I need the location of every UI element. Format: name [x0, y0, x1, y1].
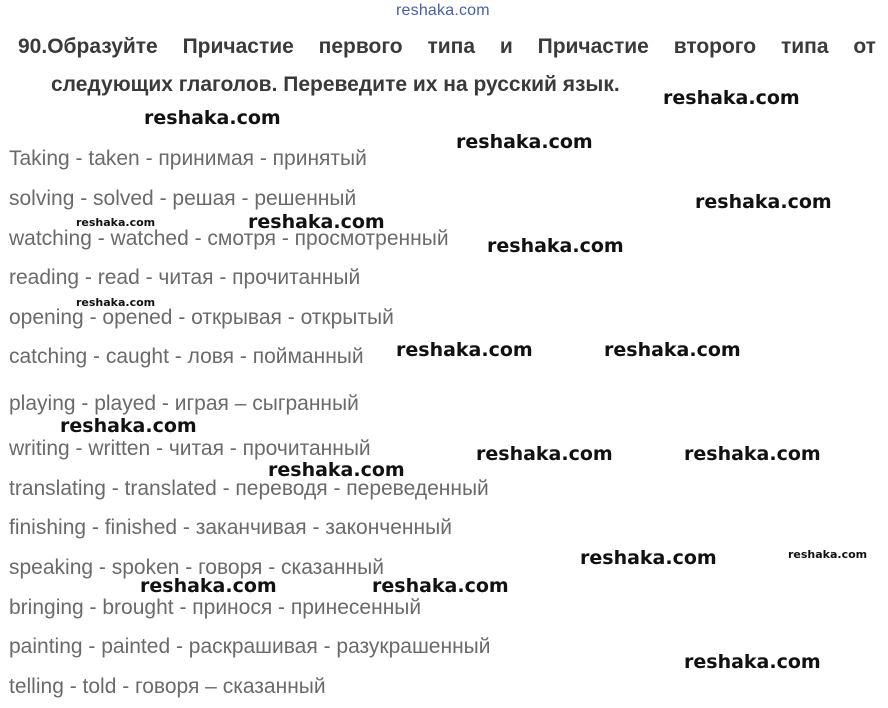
verb-row: painting - painted - раскрашивая - разукрашенный	[9, 635, 491, 658]
watermark: reshaka.com	[580, 547, 717, 569]
verb-row: telling - told - говоря – сказанный	[9, 675, 326, 698]
task-word: от	[853, 35, 876, 58]
verb-row: writing - written - читая - прочитанный	[9, 437, 371, 460]
watermark: reshaka.com	[604, 339, 741, 361]
verb-row: speaking - spoken - говоря - сказанный	[9, 556, 384, 579]
verb-row: reading - read - читая - прочитанный	[9, 266, 361, 289]
task-line-1	[18, 28, 876, 66]
watermark: reshaka.com	[60, 415, 197, 437]
watermark: reshaka.com	[663, 87, 800, 109]
task-line-2: следующих глаголов. Переведите их на русский язык.	[51, 73, 620, 96]
verb-row: translating - translated - переводя - переведенный	[9, 477, 489, 500]
watermark: reshaka.com	[140, 575, 277, 597]
task-number: 90.	[18, 35, 48, 58]
verb-row: playing - played - играя – сыгранный	[9, 392, 359, 415]
verb-row: finishing - finished - заканчивая - законченный	[9, 516, 452, 539]
watermark: reshaka.com	[695, 191, 832, 213]
task-word: второго	[673, 35, 757, 58]
task-word: Причастие	[182, 35, 294, 58]
task-word: типа	[780, 35, 829, 58]
verb-row: Taking - taken - принимая - принятый	[9, 147, 367, 170]
watermark: reshaka.com	[268, 459, 405, 481]
task-word: Образуйте	[47, 35, 158, 58]
watermark: reshaka.com	[487, 235, 624, 257]
watermark: reshaka.com	[684, 651, 821, 673]
watermark: reshaka.com	[684, 443, 821, 465]
task-number-and-first-word	[18, 28, 158, 66]
task-word: первого	[318, 35, 403, 58]
task-word: и	[499, 35, 513, 58]
watermark: reshaka.com	[476, 443, 613, 465]
watermark: reshaka.com	[788, 548, 868, 561]
watermark: reshaka.com	[396, 339, 533, 361]
verb-row: bringing - brought - принося - принесенный	[9, 596, 422, 619]
watermark: reshaka.com	[248, 211, 385, 233]
task-word: типа	[427, 35, 476, 58]
verb-row: watching - watched - смотря - просмотренный	[9, 227, 449, 250]
verb-row: solving - solved - решая - решенный	[9, 187, 357, 210]
watermark: reshaka.com	[76, 216, 156, 229]
watermark: reshaka.com	[372, 575, 509, 597]
watermark: reshaka.com	[144, 107, 281, 129]
watermark: reshaka.com	[76, 296, 156, 309]
watermark: reshaka.com	[456, 131, 593, 153]
verb-row: catching - caught - ловя - пойманный	[9, 345, 364, 368]
verb-row: opening - opened - открывая - открытый	[9, 306, 394, 329]
top-watermark: reshaka.com	[396, 2, 490, 19]
task-word: Причастие	[537, 35, 649, 58]
